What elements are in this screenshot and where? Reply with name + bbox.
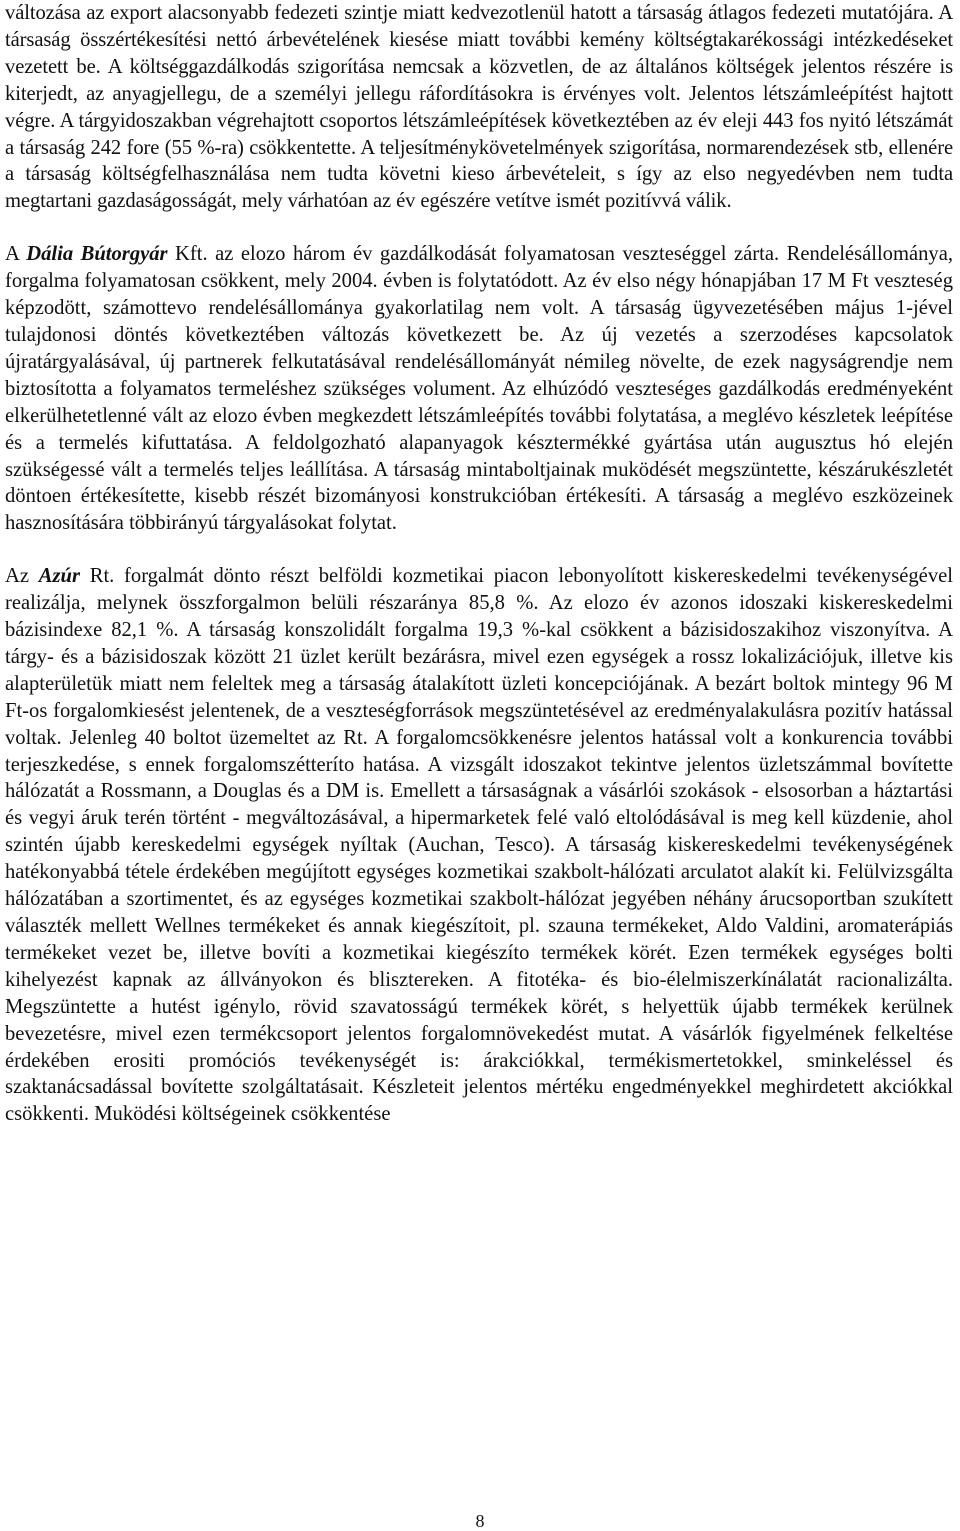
- company-name-dalia: Dália Bútorgyár: [26, 243, 168, 266]
- paragraph-dalia-butorgyar: [5, 241, 953, 537]
- paragraph-export-margin: [5, 0, 953, 215]
- article-prefix: Az: [5, 565, 39, 588]
- company-name-azur: Azúr: [38, 565, 80, 588]
- company-form-kft: Kft.: [167, 243, 208, 266]
- company-form-rt: Rt.: [79, 565, 115, 588]
- paragraph-azur-rt: [5, 563, 953, 1128]
- paragraph-text: forgalmát dönto részt belföldi kozmetikai piacon lebonyolított kiskereskedelmi tevékenységével realizálja, melynek összforgalmon belüli részaránya 85,8 %. Az elozo év azonos idoszaki kiskereskedelmi bázisindexe 82,1 %. A társaság konszolidált forgalma 19,3 %-kal csökkent a bázisidoszakihoz viszonyítva. A tárgy- és a bázisidoszak között 21 üzlet került bezárásra, mivel ezen egységek a rossz lokalizációjuk, illetve kis alapterületük miatt nem feleltek meg a társaság átalakított üzleti koncepciójának. A bezárt boltok mintegy 96 M Ft-os forgalomkiesést jelentenek, de a veszteségforrások megszüntetésével az eredményalakulásra pozitív hatással voltak. Jelenleg 40 boltot üzemeltet az Rt. A forgalomcsökkenésre jelentos hatással volt a konkurencia további terjeszkedése, s ennek forgalomszétteríto hatása. A vizsgált idoszakot tekintve jelentos üzletszámmal bovítette hálózatát a Rossmann, a Douglas és a DM is. Emellett a társaságnak a vásárlói szokások - elsosorban a háztartási és vegyi áruk terén történt - megváltozásával, a hipermarketek felé való eltolódásával is meg kell küzdenie, ahol szintén újabb kereskedelmi egységek nyíltak (Auchan, Tesco). A társaság kiskereskedelmi tevékenységének hatékonyabbá tétele érdekében megújított egységes kozmetikai szakbolt-hálózati arculatot alakít ki. Felülvizsgálta hálózatában a szortimentet, és az egységes kozmetikai szakbolt-hálózat jegyében néhány árucsoportban szukített választék mellett Wellnes termékeket és annak kiegészítoit, pl. szauna termékeket, Aldo Valdini, aromaterápiás termékeket vezet be, illetve bovíti a kozmetikai kiegészíto termékek körét. Ezen termékek egységes bolti kihelyezést kapnak az állványokon és blisztereken. A fitotéka- és bio-élelmiszerkínálatát racionalizálta. Megszüntette a hutést igénylo, rövid szavatosságú termékek körét, s helyettük újabb termékek kerülnek bevezetésre, mivel ezen termékcsoport jelentos forgalomnövekedést mutat. A vásárlók figyelmének felkeltése érdekében erositi promóciós tevékenységét is: árakciókkal, termékismertetokkel, sminkeléssel és szaktanácsadással bovítette szolgáltatásait. Készleteit jelentos mértéku engedményekkel meghirdetett akciókkal csökkenti. Muködési költségeinek csökkentése: [5, 565, 953, 1126]
- paragraph-text: változása az export alacsonyabb fedezeti szintje miatt kedvezotlenül hatott a társaság átlagos fedezeti mutatójára. A társaság összértékesítési nettó árbevételének kiesése miatt további kemény költségtakarékossági intézkedéseket vezetett be. A költséggazdálkodás szigorítása nemcsak a közvetlen, de az általános költségek jelentos részére is kiterjedt, az anyagjellegu, de a személyi jellegu ráfordításokra is érvényes volt. Jelentos létszámleépítést hajtott végre. A tárgyidoszakban végrehajtott csoportos létszámleépítések következtében az év eleji 443 fos nyitó létszámát a társaság 242 fore (55 %-ra) csökkentette. A teljesítménykövetelmények szigorítása, normarendezések stb, ellenére a társaság költségfelhasználása nem tudta követni kieso árbevételeit, s így az elso negyedévben nem tudta megtartani gazdaságosságát, mely várhatóan az év egészére vetítve ismét pozitívvá válik.: [5, 2, 953, 213]
- article-prefix: A: [5, 243, 27, 266]
- paragraph-text: az elozo három év gazdálkodását folyamatosan veszteséggel zárta. Rendelésállománya, forgalma folyamatosan csökkent, mely 2004. évben is folytatódott. Az év elso négy hónapjában 17 M Ft veszteség képzodött, számottevo rendelésállománya gyakorlatilag nem volt. A társaság ügyvezetésében május 1-jével tulajdonosi döntés következtében változás következett be. Az új vezetés a szerzodéses kapcsolatok újratárgyalásával, új partnerek felkutatásával rendelésállományát némileg növelte, de ezek nagyságrendje nem biztosította a folyamatos termeléshez szükséges volument. Az elhúzódó veszteséges gazdálkodás eredményeként elkerülhetetlenné vált az elozo évben megkezdett létszámleépítés további folytatása, a meglévo készletek leépítése és a termelés kifuttatása. A feldolgozható alapanyagok késztermékké gyártása után augusztus hó elején szükségessé vált a termelés teljes leállítása. A társaság mintaboltjainak muködését megszüntette, készárukészletét döntoen értékesítette, kisebb részét bizományosi konstrukcióban értékesíti. A társaság a meglévo eszközeinek hasznosítására többirányú tárgyalásokat folytat.: [5, 243, 954, 535]
- page-number: 8: [475, 1511, 485, 1531]
- document-page: [5, 0, 953, 1128]
